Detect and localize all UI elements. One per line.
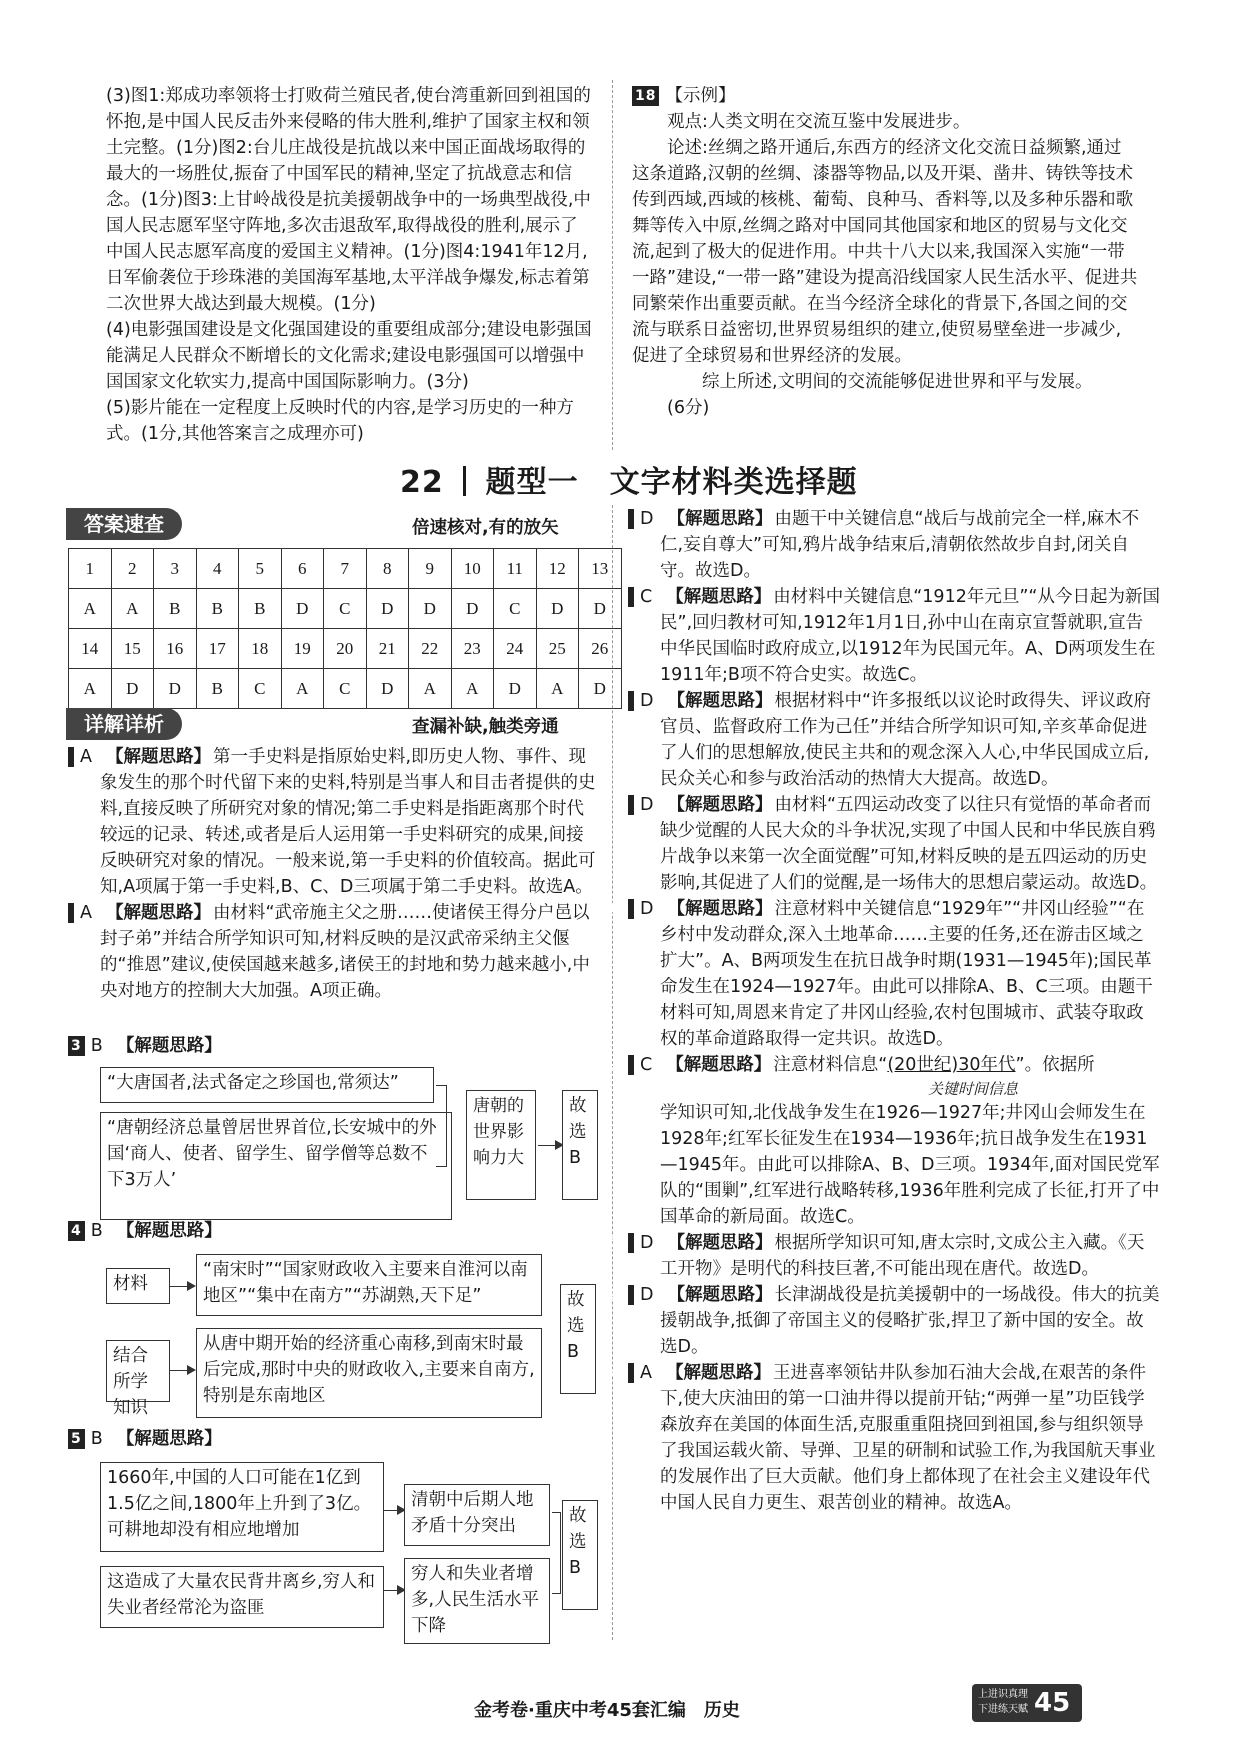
q13: 13 D 【解题思路】 长津湖战役是抗美援朝中的一场战役。伟大的抗美援朝战争,抵御了帝国主义的侵略扩张,捍卫了新中国的安全。故选D。 <box>599 1285 1160 1357</box>
q3-brace <box>436 1085 447 1167</box>
q4-arrow1 <box>170 1286 194 1287</box>
q3-arrow <box>538 1145 562 1146</box>
q14: 14 A 【解题思路】 王进喜率领钻井队参加石油大会战,在艰苦的条件下,使大庆油田的第一口油井得以提前开钻;“两弹一星”功臣钱学森放弃在美国的体面生活,克服重重阻挠回到祖国,参与组织领导了我国运载火箭、导弹、卫星的研制和试验工作,为我国航天事业的发展作出了巨大贡献。他们身上都体现了在社会主义建设年代中国人民自力更生、艰苦创业的精神。故选A。 <box>599 1363 1156 1513</box>
example-label: 【示例】 <box>665 86 736 106</box>
footer-logo <box>972 1684 1082 1722</box>
answer-quick-subtitle: 倍速核对,有的放矢 <box>412 518 559 538</box>
top-left-column <box>106 83 594 447</box>
section-title-text: 题型一 文字材料类选择题 <box>485 465 858 500</box>
q5-final: 故选B <box>562 1500 598 1610</box>
section-number: 22 <box>400 465 444 500</box>
q3-box2: “唐朝经济总量曾居世界首位,长安城中的外国‘商人、使者、留学生、留学僧等总数不下3万人’ <box>100 1112 452 1220</box>
answer-row-nums-1: 1 2 3 4 5 6 7 8 9 10 11 12 13 <box>69 549 622 589</box>
q3-box1: “大唐国者,法式备定之珍国也,常须达” <box>100 1067 434 1103</box>
q8: 8 D 【解题思路】 根据材料中“许多报纸以议论时政得失、评议政府官员、监督政府工作为己任”并结合所学知识可知,辛亥革命促进了人们的思想解放,使民主共和的观念深入人心,中华民国成立后,民众关心和参与政治活动的热情大大提高。故选D。 <box>599 691 1152 789</box>
section-title <box>400 457 858 501</box>
answer-row-nums-2: 14 15 16 17 18 19 20 21 22 23 24 25 26 <box>69 629 622 669</box>
q5-header: 5 B 【解题思路】 <box>68 1426 224 1452</box>
q12: 12 D 【解题思路】 根据所学知识可知,唐太宗时,文成公主入藏。《天工开物》是明代的科技巨著,不可能出现在唐代。故选D。 <box>599 1233 1145 1279</box>
logo-line2: 下进练天赋 <box>978 1704 1028 1715</box>
q5-b1: 1660年,中国的人口可能在1亿到1.5亿之间,1800年上升到了3亿。可耕地却没有相应地增加 <box>100 1462 384 1552</box>
left-questions <box>39 744 600 1004</box>
q2: 2 A 【解题思路】 由材料“武帝施主父之册……使诸侯王得分户邑以封子弟”并结合所学知识可知,材料反映的是汉武帝采纳主父偃的“推恩”建议,使侯国越来越多,诸侯王的封地和势力越来越小,中央对地方的控制大大加强。A项正确。 <box>39 903 590 1001</box>
q18-badge: 18 <box>632 86 659 106</box>
q4-r2: 从唐中期开始的经济重心南移,到南宋时最后完成,那时中央的财政收入,主要来自南方,特别是东南地区 <box>196 1328 542 1418</box>
top-right-column <box>632 83 1138 421</box>
q11-underlined: (20世纪)30年代 <box>887 1055 1016 1075</box>
q4-arrow2 <box>170 1370 194 1371</box>
q4-l2: 结合所学知识 <box>106 1340 170 1402</box>
para-4: (4)电影强国建设是文化强国建设的重要组成部分;建设电影强国能满足人民群众不断增长的文化需求;建设电影强国可以增强中国国家文化软实力,提高中国国际影响力。(3分) <box>106 320 592 392</box>
top-divider <box>612 80 613 450</box>
q6: 6 D 【解题思路】 由题干中关键信息“战后与战前完全一样,麻木不仁,妄自尊大”可知,鸦片战争结束后,清朝依然故步自封,闭关自守。故选D。 <box>599 509 1140 581</box>
q5-arrow2 <box>384 1590 404 1591</box>
q4-r1: “南宋时”“国家财政收入主要来自淮河以南地区”“集中在南方”“苏湖熟,天下足” <box>196 1254 542 1316</box>
q10: 10 D 【解题思路】 注意材料中关键信息“1929年”“井冈山经验”“在乡村中发动群众,深入土地革命……主要的任务,还在游击区域之扩大”。A、B两项发生在抗日战争时期(1931—1945年);国民革命发生在1924—1927年。由此可以排除A、B、C三项。由题干材料可知,周恩来肯定了井冈山经验,农村包围城市、武装夺取政权的革命道路取得一定共识。故选D。 <box>599 899 1153 1049</box>
q5-arrow1 <box>384 1510 404 1511</box>
q11-note: 关键时间信息 <box>928 1080 1019 1098</box>
right-questions <box>599 506 1160 1516</box>
viewpoint: 观点:人类文明在交流互鉴中发展进步。 <box>667 112 971 132</box>
q11-body: 学知识可知,北伐战争发生在1926—1927年;井冈山会师发生在1928年;红军长征发生在1934—1936年;抗日战争发生在1931—1945年。由此可以排除A、B、D三项。1934年,面对国民党军队的“围剿”,红军进行战略转移,1936年胜利完成了长征,打开了中国革命的新局面。故选C。 <box>660 1103 1160 1227</box>
footer-title: 金考卷·重庆中考45套汇编 历史 <box>474 1700 740 1721</box>
q11: 11 C 【解题思路】 注意材料信息“(20世纪)30年代”。依据所 <box>599 1055 1095 1075</box>
conclusion: 综上所述,文明间的交流能够促进世界和平与发展。 <box>702 372 1093 392</box>
para-5: (5)影片能在一定程度上反映时代的内容,是学习历史的一种方式。(1分,其他答案言之成理亦可) <box>106 398 574 444</box>
answer-quick-tag: 答案速查 <box>66 508 182 540</box>
answer-row-ans-2: A D D B C A C D A A D A D <box>69 669 622 709</box>
q7: 7 C 【解题思路】 由材料中关键信息“1912年元旦”“从今日起为新国民”,回归教材可知,1912年1月1日,孙中山在南京宣誓就职,宣告中华民国临时政府成立,以1912年为民国元年。A、D两项发生在1911年;B项不符合史实。故选C。 <box>599 587 1160 685</box>
q9: 9 D 【解题思路】 由材料“五四运动改变了以往只有觉悟的革命者而缺少觉醒的人民大众的斗争状况,实现了中国人民和中华民族自鸦片战争以来第一次全面觉醒”可知,材料反映的是五四运动的历史影响,其促进了人们的觉醒,是一场伟大的思想启蒙运动。故选D。 <box>599 795 1158 893</box>
q5-b2: 这造成了大量农民背井离乡,穷人和失业者经常沦为盗匪 <box>100 1566 384 1628</box>
q3-final: 故选B <box>562 1090 598 1200</box>
answer-row-ans-1: A A B B B D C D D D C D D <box>69 589 622 629</box>
para-3: (3)图1:郑成功率领将士打败荷兰殖民者,使台湾重新回到祖国的怀抱,是中国人民反击外来侵略的伟大胜利,维护了国家主权和领土完整。(1分)图2:台儿庄战役是抗战以来中国正面战场取得的最大的一场胜仗,振奋了中国军民的精神,坚定了抗战意志和信念。(1分)图3:上甘岭战役是抗美援朝战争中的一场典型战役,中国人民志愿军坚守阵地,多次击退敌军,取得战役的胜利,展示了中国人民志愿军高度的爱国主义精神。(1分)图4:1941年12月,日军偷袭位于珍珠港的美国海军基地,太平洋战争爆发,标志着第二次世界大战达到最大规模。(1分) <box>106 86 591 314</box>
score: (6分) <box>667 398 710 418</box>
q5-m2: 穷人和失业者增多,人民生活水平下降 <box>404 1558 550 1644</box>
q5-m1: 清朝中后期人地矛盾十分突出 <box>404 1484 550 1546</box>
q5-brace <box>552 1512 561 1594</box>
q1: 1 A 【解题思路】 第一手史料是指原始史料,即历史人物、事件、现象发生的那个时代留下来的史料,特别是当事人和目击者提供的史料,直接反映了所研究对象的情况;第二手史料是指距离那个时代较远的记录、转述,或者是后人运用第一手史料研究的成果,间接反映研究对象的情况。一般来说,第一手史料的价值较高。据此可知,A项属于第一手史料,B、C、D三项属于第二手史料。故选A。 <box>39 747 596 897</box>
detail-tag: 详解详析 <box>66 708 182 740</box>
answer-table <box>68 548 622 709</box>
detail-subtitle: 查漏补缺,触类旁通 <box>412 717 559 737</box>
logo-line1: 上进识真理 <box>978 1689 1028 1700</box>
q3-mid: 唐朝的世界影响力大 <box>466 1090 536 1200</box>
q4-header: 4 B 【解题思路】 <box>68 1218 224 1244</box>
q4-l1: 材料 <box>106 1268 170 1304</box>
q3-header: 3 B 【解题思路】 <box>68 1033 224 1059</box>
q4-final: 故选B <box>560 1284 596 1394</box>
argument: 论述:丝绸之路开通后,东西方的经济文化交流日益频繁,通过这条道路,汉朝的丝绸、漆器等物品,以及开渠、凿井、铸铁等技术传到西域,西域的核桃、葡萄、良种马、香料等,以及多种乐器和歌舞等传入中原,丝绸之路对中国同其他国家和地区的贸易与文化交流,起到了极大的促进作用。中共十八大以来,我国深入实施“一带一路”建设,“一带一路”建设为提高沿线国家人民生活水平、促进共同繁荣作出重要贡献。在当今经济全球化的背景下,各国之间的交流与联系日益密切,世界贸易组织的建立,使贸易壁垒进一步减少,促进了全球贸易和世界经济的发展。 <box>632 138 1138 366</box>
page-number: 45 <box>1034 1688 1071 1718</box>
